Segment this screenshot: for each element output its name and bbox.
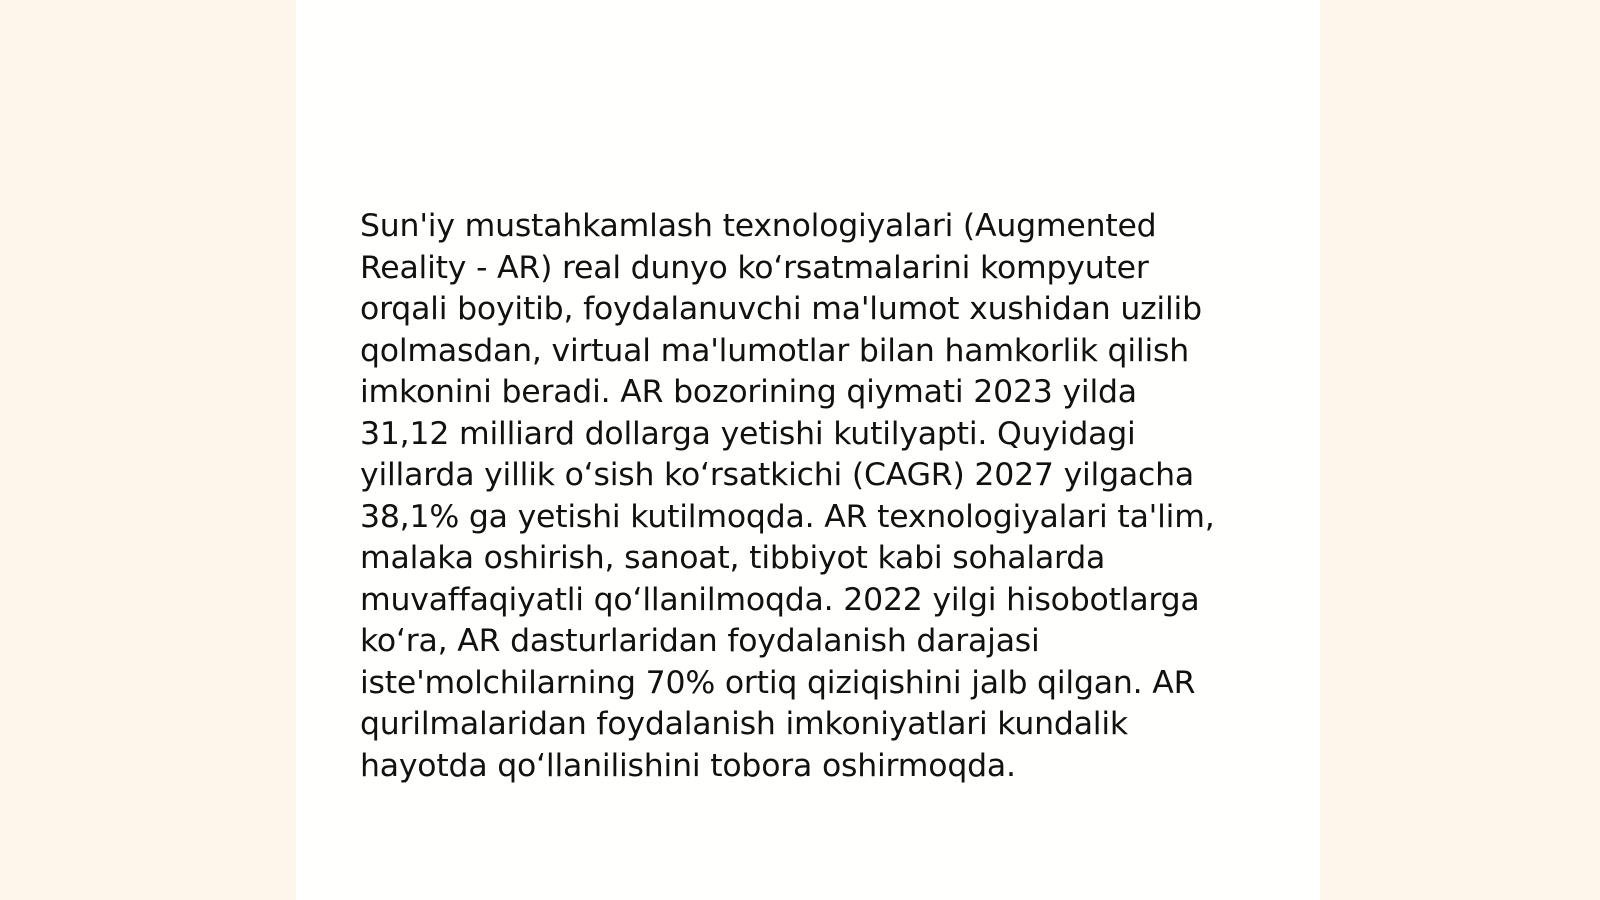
body-paragraph: Sun'iy mustahkamlash texnologiyalari (Augmented Reality - AR) real dunyo ko‘rsatmalarini kompyuter orqali boyitib, foydalanuvchi ma'lumot xushidan uzilib qolmasdan, virtual ma'lumotlar bilan hamkorlik qilish imkonini beradi. AR bozorining qiymati 2023 yilda 31,12 milliard dollarga yetishi kutilyapti. Quyidagi yillarda yillik o‘sish ko‘rsatkichi (CAGR) 2027 yilgacha 38,1% ga yetishi kutilmoqda. AR texnologiyalari ta'lim, malaka oshirish, sanoat, tibbiyot kabi sohalarda muvaffaqiyatli qo‘llanilmoqda. 2022 yilgi hisobotlarga ko‘ra, AR dasturlaridan foydalanish darajasi iste'molchilarning 70% ortiq qiziqishini jalb qilgan. AR qurilmalaridan foydalanish imkoniyatlari kundalik hayotda qo‘llanilishini tobora oshirmoqda. <box>360 208 1215 784</box>
document-page <box>296 0 1320 900</box>
